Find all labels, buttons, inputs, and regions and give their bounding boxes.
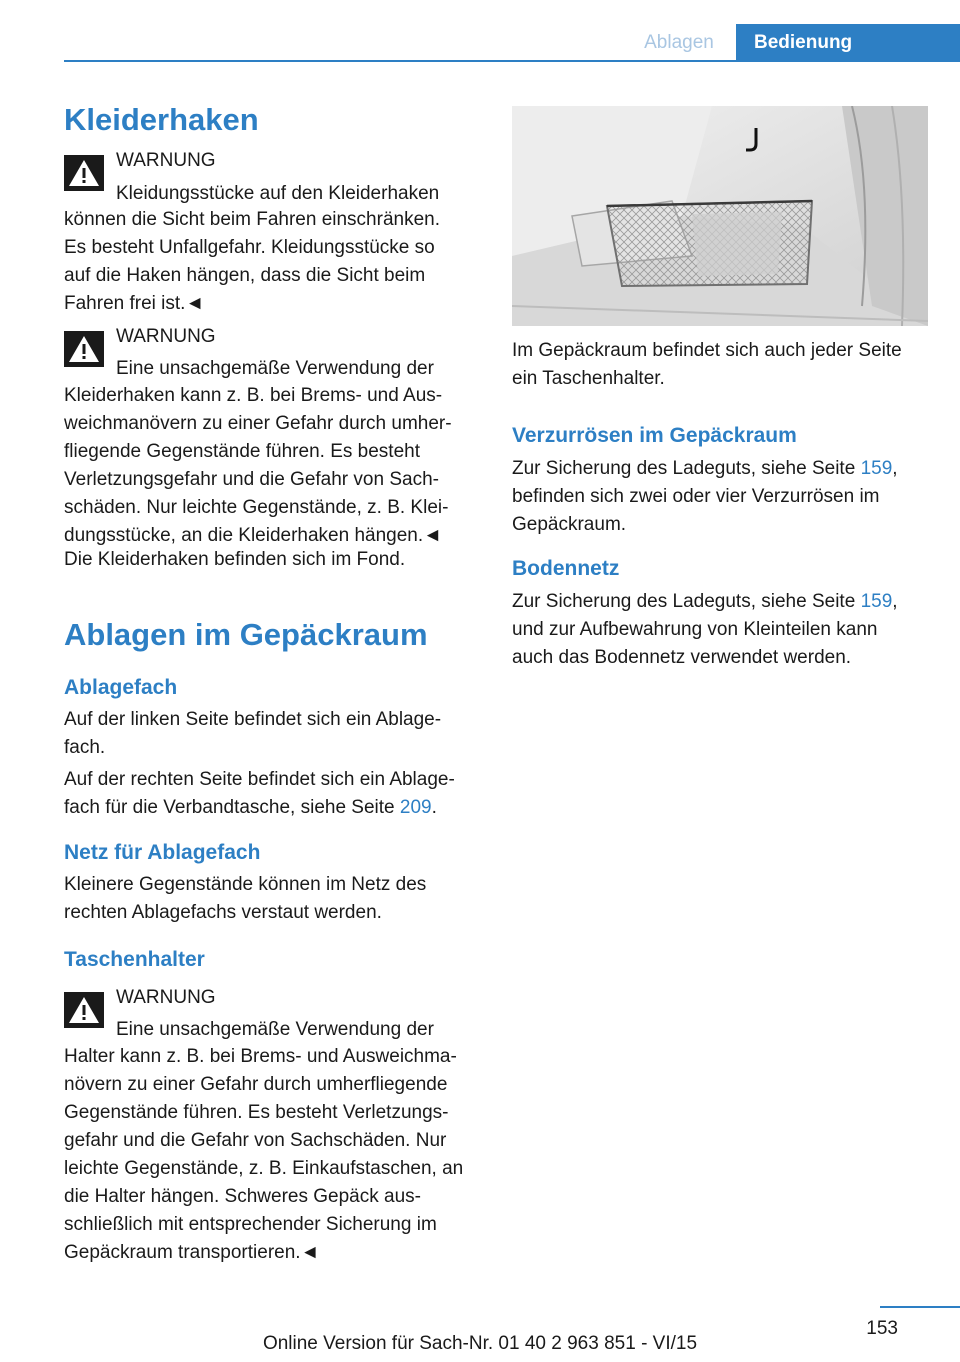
warning-text-rest: können die Sicht beim Fahren einschränken. Es besteht Unfallgefahr. Kleidungsstücke so auf die Haken hängen, dass die Sicht beim Fahren frei ist.◄: [64, 209, 441, 314]
heading-taschenhalter: Taschenhalter: [64, 948, 205, 971]
warning-icon: [64, 992, 104, 1028]
netz-para: Kleinere Gegenstände können im Netz des rechten Ablagefachs verstaut werden.: [64, 874, 427, 923]
warning-icon: [64, 331, 104, 367]
ablagefach-para2: Auf der rechten Seite befindet sich ein Ablage- fach für die Verbandtasche, siehe Seite 209.: [64, 769, 455, 818]
heading-verzurroesen: Verzurrösen im Gepäckraum: [512, 424, 797, 447]
ablagefach-para1: Auf der linken Seite befindet sich ein Ablage- fach.: [64, 709, 442, 758]
online-version-note: Online Version für Sach-Nr. 01 40 2 963 851 - VI/15: [262, 1333, 698, 1354]
page-link-159[interactable]: 159: [860, 591, 893, 612]
warning-label: WARNUNG: [116, 987, 216, 1008]
bodennetz-para: Zur Sicherung des Ladeguts, siehe Seite 159, und zur Aufbewahrung von Kleinteilen kann auch das Bodennetz verwendet werden.: [512, 591, 898, 668]
image-caption: Im Gepäckraum befindet sich auch jeder Seite ein Taschenhalter.: [512, 340, 902, 389]
warning-text-first-line: Kleidungsstücke auf den Kleiderhaken: [116, 183, 440, 204]
page-link-159[interactable]: 159: [860, 458, 893, 479]
footer-divider: [880, 1306, 960, 1308]
warning-icon: [64, 155, 104, 191]
warning-text-rest: Halter kann z. B. bei Brems- und Ausweichma- növern zu einer Gefahr durch umherfliegende Gegenstände führen. Es besteht Verletzungs- gefahr und die Gefahr von Sachschäden. Nur leichte Gegenstände, z. B. Einkaufstaschen, an die Halter hängen. Schweres Gepäck aus- schließlich mit entsprechender Sicherung im Gepäckraum transportieren.◄: [64, 1046, 464, 1263]
header-divider: [64, 60, 960, 62]
heading-netz-ablagefach: Netz für Ablagefach: [64, 841, 261, 864]
page-link-209[interactable]: 209: [399, 797, 432, 818]
trunk-photo: [512, 106, 928, 326]
warning-label: WARNUNG: [116, 326, 216, 347]
heading-ablagen-gepaeckraum: Ablagen im Gepäckraum: [64, 617, 428, 652]
verzurr-para: Zur Sicherung des Ladeguts, siehe Seite 159, befinden sich zwei oder vier Verzurrösen im Gepäckraum.: [512, 458, 898, 535]
warning-text-rest: Kleiderhaken kann z. B. bei Brems- und Aus- weichmanövern zu einer Gefahr durch umher- fliegende Gegenstände führen. Es besteht Verletzungsgefahr und die Gefahr von Sach- schäden. Nur leichte Gegenstände, z. B. Klei- dungsstücke, an die Kleiderhaken hängen.◄: [64, 385, 452, 546]
warning-label: WARNUNG: [116, 150, 216, 171]
header-chapter-tab[interactable]: Bedienung: [736, 24, 960, 62]
page-number: 153: [866, 1318, 898, 1339]
warning-text-first-line: Eine unsachgemäße Verwendung der: [116, 358, 434, 379]
heading-kleiderhaken: Kleiderhaken: [64, 102, 259, 137]
heading-ablagefach: Ablagefach: [64, 676, 178, 699]
hooks-location-text: Die Kleiderhaken befinden sich im Fond.: [64, 549, 406, 570]
warning-text-first-line: Eine unsachgemäße Verwendung der: [116, 1019, 434, 1040]
heading-bodennetz: Bodennetz: [512, 557, 620, 580]
header-section-tab[interactable]: Ablagen: [644, 32, 714, 53]
